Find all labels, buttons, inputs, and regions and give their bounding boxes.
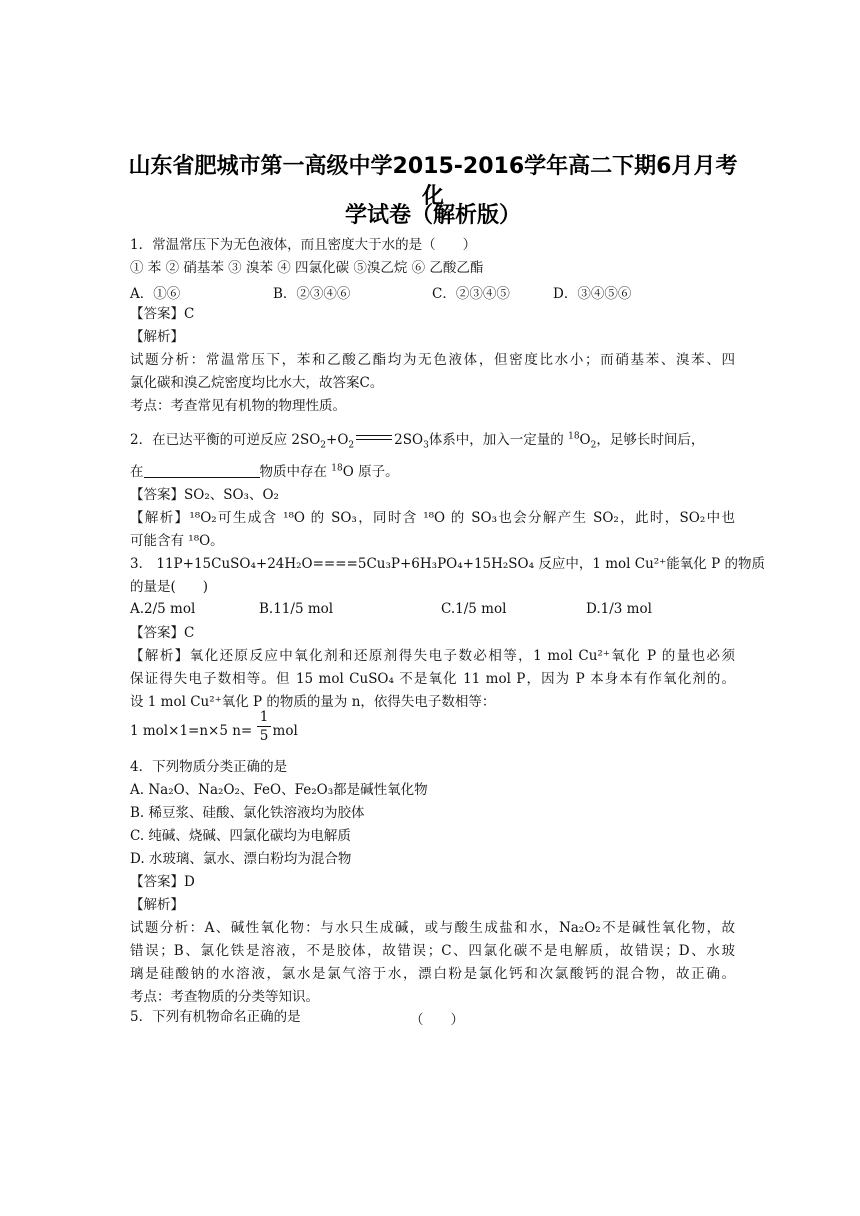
q1-option-d: D．③④⑤⑥ [553, 286, 632, 302]
q1-stem: 1．常温常压下为无色液体，而且密度大于水的是（ ） [130, 237, 477, 253]
q4-stem: 4．下列物质分类正确的是 [130, 759, 288, 775]
q4-knowledge-point: 考点：考查物质的分类等知识。 [130, 989, 319, 1005]
q5-answer-parentheses: （ ） [410, 1012, 464, 1028]
q3-answer: 【答案】C [130, 625, 195, 641]
q3-stem-line-1: 3． 11P+15CuSO₄+24H₂O====5Cu₃P+6H₃PO₄+15H₂SO₄ 反应中，1 mol Cu²⁺能氧化 P 的物质 [130, 556, 765, 572]
q3-analysis-line-2: 保证得失电子数相等。但 15 mol CuSO₄ 不是氧化 11 mol P，因为 P 本身本有作氧化剂的。 [130, 671, 735, 687]
q3-analysis-line-3: 设 1 mol Cu²⁺氧化 P 的物质的量为 n，依得失电子数相等： [130, 694, 496, 710]
q3-option-a: A.2/5 mol [130, 601, 196, 617]
q2-stem-text-a: 2．在已达平衡的可逆反应 2SO [130, 432, 321, 448]
q3-equation-left: 1 mol×1=n×5 n= [130, 723, 253, 739]
q1-analysis-line-1: 试题分析：常温常压下，苯和乙酸乙酯均为无色液体，但密度比水小；而硝基苯、溴苯、四 [130, 352, 735, 368]
q2-stem-line-1: 2．在已达平衡的可逆反应 $2SO_2+O_2$ $2SO_3$体系中，加入一定量的 $^{18}O_2$，足够长时间后， [130, 431, 705, 451]
q2-stem-text-d: 体系中，加入一定量的 [428, 432, 569, 448]
q2-stem-line-2 [130, 463, 735, 482]
q3-stem-line-2: 的量是( ) [130, 579, 209, 595]
q4-option-b: B. 稀豆浆、硅酸、氯化铁溶液均为胶体 [130, 805, 365, 821]
q1-answer: 【答案】C [130, 306, 195, 322]
q3-equation-unit: mol [268, 723, 298, 739]
q5-stem: 5．下列有机物命名正确的是 [130, 1009, 301, 1025]
q2-stem-text-c: 2SO [394, 432, 424, 448]
q1-knowledge-point: 考点：考查常见有机物的物理性质。 [130, 398, 346, 414]
q2-analysis-line-2: 可能含有 ¹⁸O。 [130, 533, 224, 549]
q4-option-a: A. Na₂O、Na₂O₂、FeO、Fe₂O₃都是碱性氧化物 [130, 782, 428, 798]
q3-analysis-line-1: 【解析】氧化还原反应中氧化剂和还原剂得失电子数必相等，1 mol Cu²⁺氧化 P 的量也必须 [130, 648, 735, 664]
q3-option-d: D.1/3 mol [586, 601, 652, 617]
q1-option-c: C．②③④⑤ [432, 286, 510, 302]
q1-items: ① 苯 ② 硝基苯 ③ 溴苯 ④ 四氯化碳 ⑤溴乙烷 ⑥ 乙酸乙酯 [130, 260, 484, 276]
fraction-denominator: 5 [259, 728, 269, 744]
document-title-line-2: 学试卷（解析版） [344, 203, 521, 228]
equilibrium-arrow-icon [354, 433, 394, 443]
q4-option-d: D. 水玻璃、氯水、漂白粉均为混合物 [130, 851, 352, 867]
q2-line2-text-b: 物质中存在 [259, 464, 332, 480]
q2-line2-text-c: O 原子。 [342, 464, 399, 480]
q4-analysis-line-3: 璃是硅酸钠的水溶液，氯水是氯气溶于水，漂白粉是氯化钙和次氯酸钙的混合物，故正确。 [130, 966, 735, 982]
q3-option-b: B.11/5 mol [259, 601, 334, 617]
q2-answer: 【答案】SO₂、SO₃、O₂ [130, 487, 279, 503]
q1-option-a: A．①⑥ [130, 286, 181, 302]
fraction-numerator: 1 [259, 709, 269, 725]
q4-option-c: C. 纯碱、烧碱、四氯化碳均为电解质 [130, 828, 351, 844]
q4-answer: 【答案】D [130, 874, 195, 890]
q2-stem-text-f: ，足够长时间后， [596, 432, 705, 448]
q2-stem-text-b: +O [326, 432, 349, 448]
q1-option-b: B．②③④⑥ [273, 286, 351, 302]
q2-analysis-line-1: 【解析】¹⁸O₂可生成含 ¹⁸O 的 SO₃，同时含 ¹⁸O 的 SO₃也会分解产生 SO₂，此时，SO₂中也 [130, 510, 735, 526]
q4-analysis-heading: 【解析】 [130, 897, 184, 913]
q2-stem-text-e: O [579, 432, 591, 448]
q3-fraction [257, 708, 271, 745]
q2-answer-blank [144, 463, 260, 478]
document-title-line-1: 山东省肥城市第一高级中学2015-2016学年高二下期6月月考化 [128, 154, 738, 209]
q4-analysis-line-1: 试题分析：A、碱性氧化物：与水只生成碱，或与酸生成盐和水，Na₂O₂不是碱性氧化物，故 [130, 920, 735, 936]
q2-line2-text-a: 在 [130, 464, 144, 480]
q1-analysis-heading: 【解析】 [130, 329, 184, 345]
q1-analysis-line-2: 氯化碳和溴乙烷密度均比水大，故答案C。 [130, 375, 384, 391]
q2-isotope-mark: 18 [568, 431, 580, 442]
q3-option-c: C.1/5 mol [441, 601, 507, 617]
q4-analysis-line-2: 错误；B、氯化铁是溶液，不是胶体，故错误；C、四氯化碳不是电解质，故错误；D、水玻 [130, 943, 735, 959]
q3-equation [130, 722, 735, 741]
q2-isotope-mark-2: 18 [331, 463, 343, 474]
